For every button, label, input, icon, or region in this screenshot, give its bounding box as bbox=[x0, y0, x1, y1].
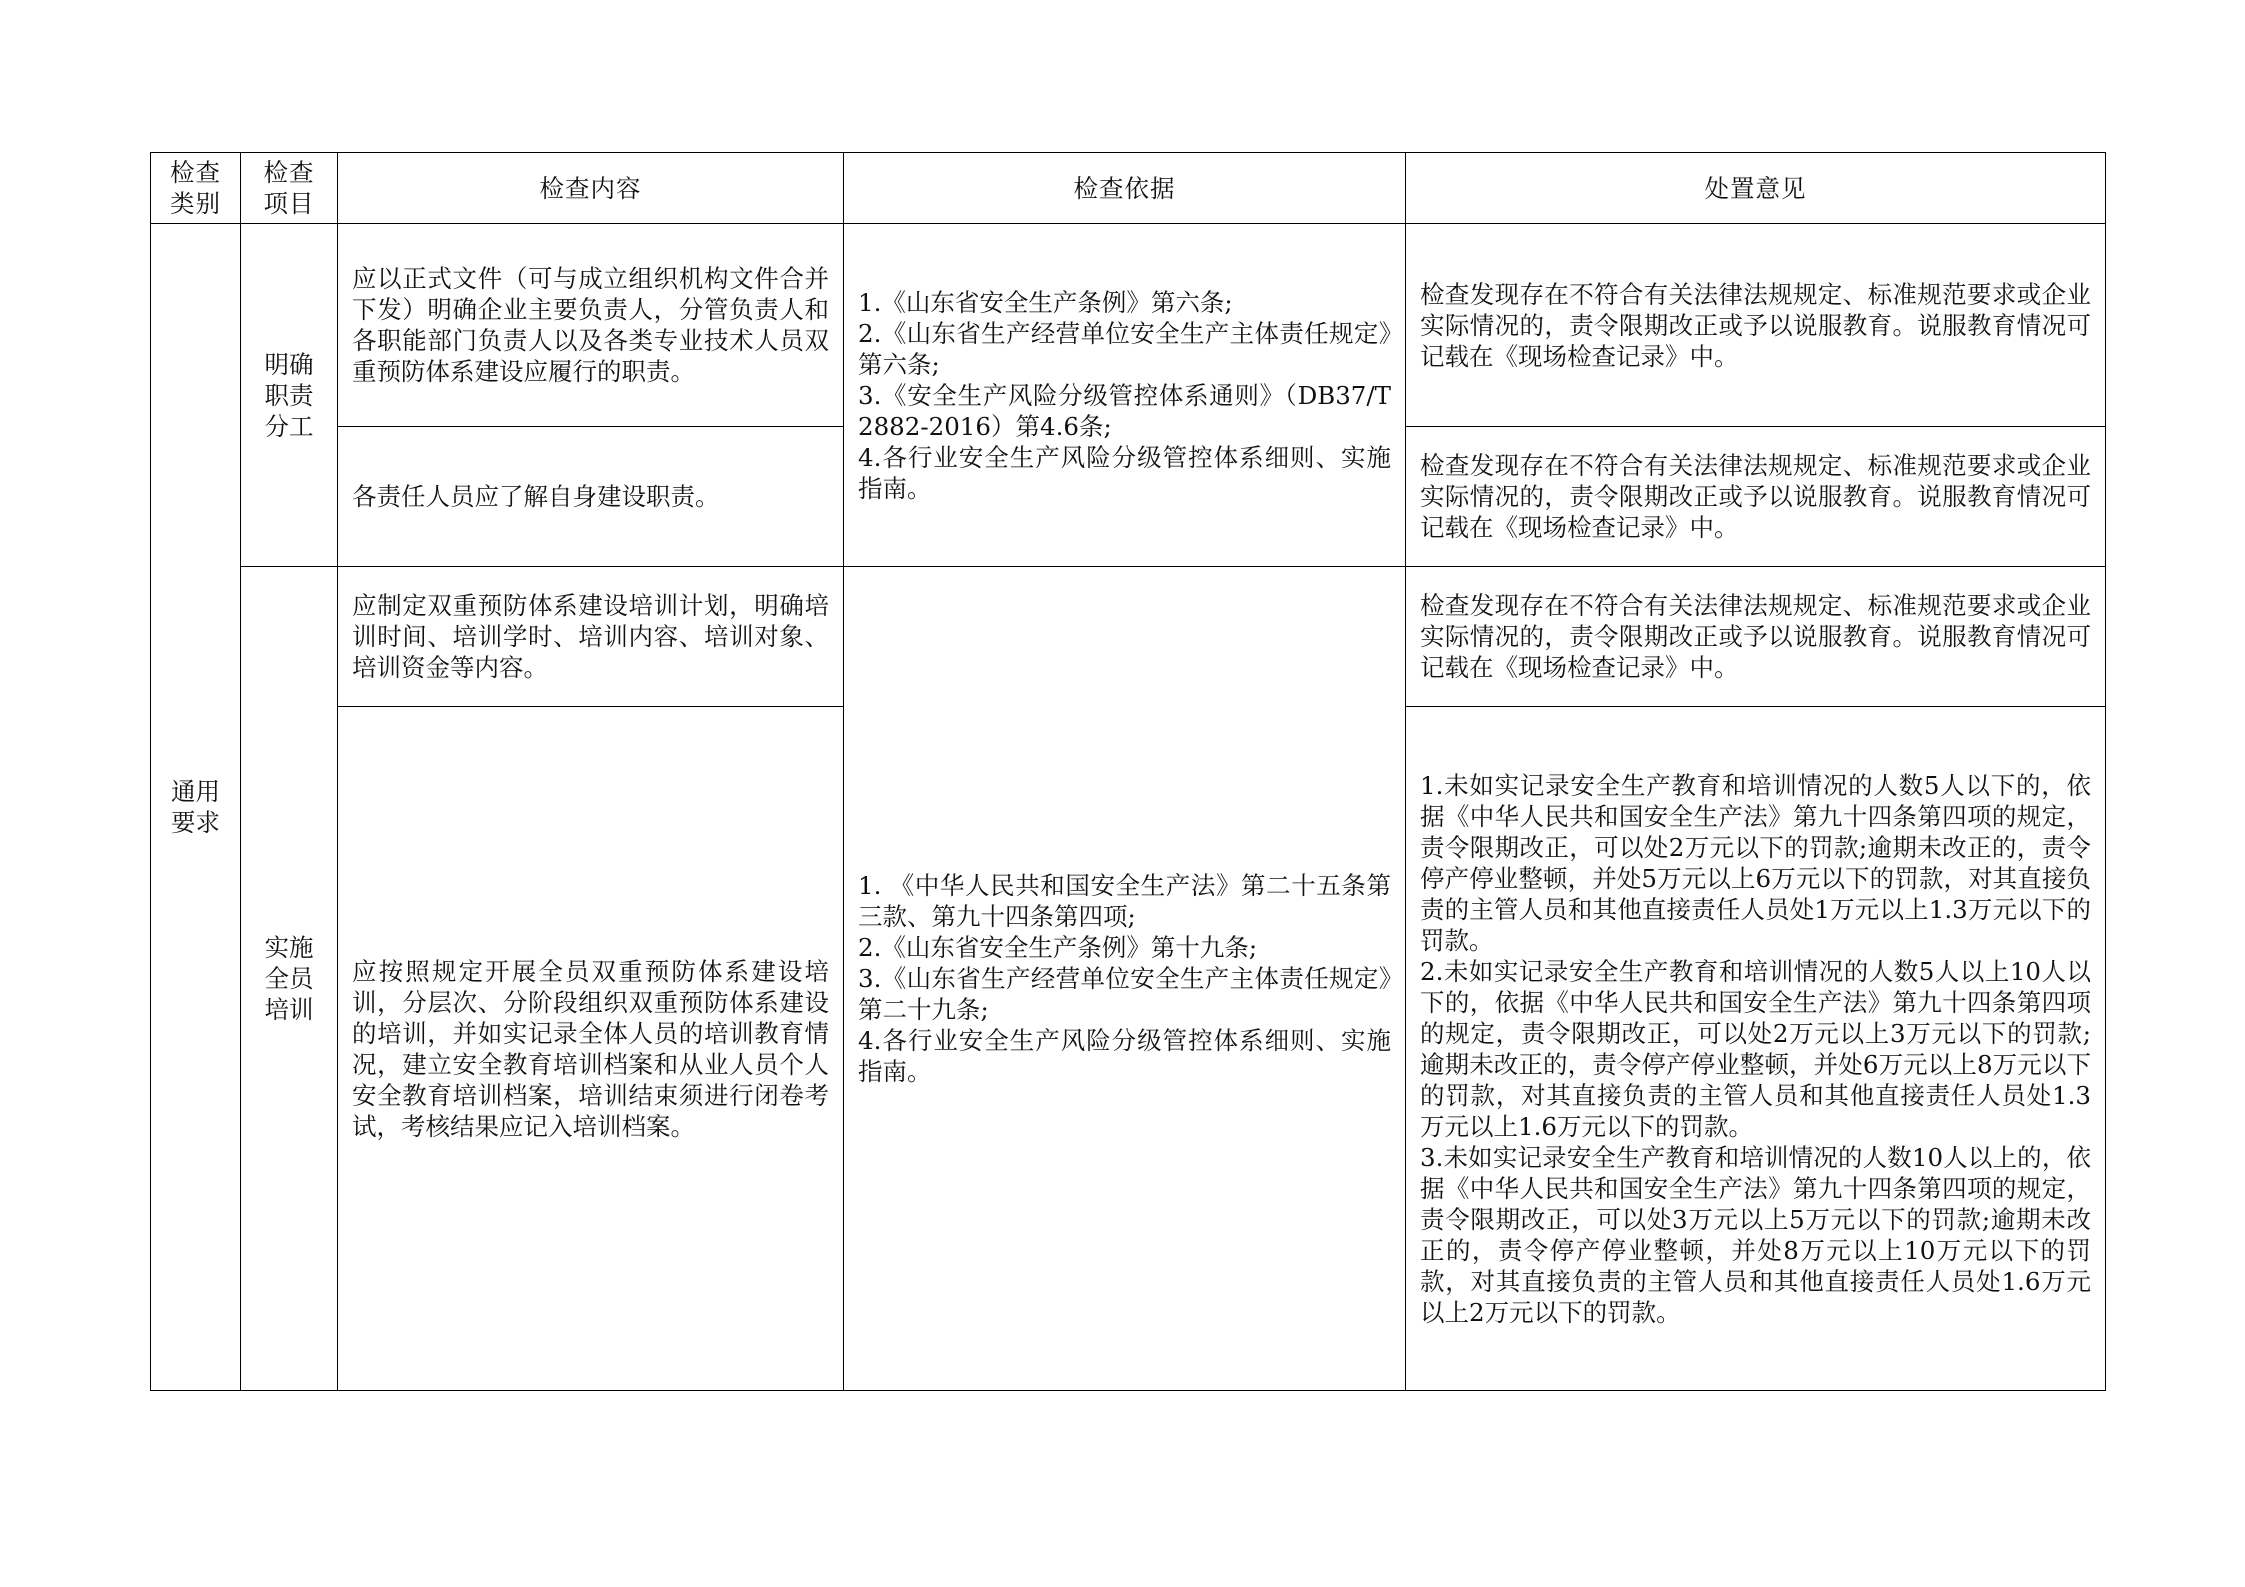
inspection-table bbox=[150, 152, 2106, 1391]
basis-cell-training bbox=[844, 567, 1406, 1391]
disposal-cell: 检查发现存在不符合有关法律法规规定、标准规范要求或企业实际情况的，责令限期改正或予以说服教育。说服教育情况可记载在《现场检查记录》中。 bbox=[1406, 567, 2106, 707]
content-cell: 应按照规定开展全员双重预防体系建设培训，分层次、分阶段组织双重预防体系建设的培训，并如实记录全体人员的培训教育情况，建立安全教育培训档案和从业人员个人安全教育培训档案，培训结束须进行闭卷考试，考核结果应记入培训档案。 bbox=[338, 707, 844, 1391]
header-category bbox=[151, 153, 241, 224]
table-row bbox=[151, 567, 2106, 707]
category-line-2: 要求 bbox=[171, 808, 220, 837]
item-training-line-1: 实施 bbox=[264, 933, 314, 962]
category-line-1: 通用 bbox=[171, 777, 220, 806]
basis-item: 2.《山东省生产经营单位安全生产主体责任规定》第六条; bbox=[858, 318, 1391, 379]
header-item-line-2: 项目 bbox=[263, 189, 315, 218]
basis-item: 4.各行业安全生产风险分级管控体系细则、实施指南。 bbox=[858, 1026, 1391, 1086]
basis-item: 2.《山东省安全生产条例》第十九条; bbox=[858, 933, 1258, 962]
disposal-cell: 检查发现存在不符合有关法律法规规定、标准规范要求或企业实际情况的，责令限期改正或予以说服教育。说服教育情况可记载在《现场检查记录》中。 bbox=[1406, 224, 2106, 427]
table-row bbox=[151, 224, 2106, 427]
penalty-item: 2.未如实记录安全生产教育和培训情况的人数5人以上10人以下的，依据《中华人民共和国安全生产法》第九十四条第四项的规定，责令限期改正，可以处2万元以上3万元以下的罚款;逾期未改正的，责令停产停业整顿，并处6万元以上8万元以下的罚款，对其直接负责的主管人员和其他直接责任人员处1.3万元以上1.6万元以下的罚款。 bbox=[1420, 956, 2091, 1141]
basis-item: 3.《安全生产风险分级管控体系通则》（DB37/T 2882-2016）第4.6条; bbox=[858, 380, 1391, 441]
penalty-item: 3.未如实记录安全生产教育和培训情况的人数10人以上的，依据《中华人民共和国安全生产法》第九十四条第四项的规定，责令限期改正，可以处3万元以上5万元以下的罚款;逾期未改正的，责令停产停业整顿，并处8万元以上10万元以下的罚款，对其直接负责的主管人员和其他直接责任人员处1.6万元以上2万元以下的罚款。 bbox=[1420, 1142, 2091, 1327]
header-disposal: 处置意见 bbox=[1406, 153, 2106, 224]
category-cell bbox=[151, 224, 241, 1391]
item-training-line-3: 培训 bbox=[264, 995, 314, 1024]
basis-cell-duty bbox=[844, 224, 1406, 567]
header-category-line-1: 检查 bbox=[170, 158, 221, 187]
content-cell: 应以正式文件（可与成立组织机构文件合并下发）明确企业主要负责人，分管负责人和各职能部门负责人以及各类专业技术人员双重预防体系建设应履行的职责。 bbox=[338, 224, 844, 427]
basis-item: 1.《山东省安全生产条例》第六条; bbox=[858, 287, 1233, 317]
header-item-line-1: 检查 bbox=[263, 158, 315, 187]
header-category-line-2: 类别 bbox=[170, 189, 221, 218]
item-duty-line-2: 职责 bbox=[264, 380, 314, 410]
header-basis: 检查依据 bbox=[844, 153, 1406, 224]
disposal-cell: 检查发现存在不符合有关法律法规规定、标准规范要求或企业实际情况的，责令限期改正或予以说服教育。说服教育情况可记载在《现场检查记录》中。 bbox=[1406, 427, 2106, 567]
item-cell-training bbox=[241, 567, 338, 1391]
item-cell-duty bbox=[241, 224, 338, 567]
item-duty-line-3: 分工 bbox=[264, 411, 314, 441]
penalty-item: 1.未如实记录安全生产教育和培训情况的人数5人以下的，依据《中华人民共和国安全生产法》第九十四条第四项的规定，责令限期改正，可以处2万元以下的罚款;逾期未改正的，责令停产停业整顿，并处5万元以上6万元以下的罚款，对其直接负责的主管人员和其他直接责任人员处1万元以上1.3万元以下的罚款。 bbox=[1420, 770, 2091, 955]
content-cell: 应制定双重预防体系建设培训计划，明确培训时间、培训学时、培训内容、培训对象、培训资金等内容。 bbox=[338, 567, 844, 707]
item-training-line-2: 全员 bbox=[264, 964, 314, 993]
header-content: 检查内容 bbox=[338, 153, 844, 224]
basis-item: 4.各行业安全生产风险分级管控体系细则、实施指南。 bbox=[858, 442, 1391, 503]
basis-item: 1. 《中华人民共和国安全生产法》第二十五条第三款、第九十四条第四项; bbox=[858, 871, 1391, 931]
basis-item: 3.《山东省生产经营单位安全生产主体责任规定》第二十九条; bbox=[858, 964, 1391, 1024]
header-row bbox=[151, 153, 2106, 224]
disposal-cell-penalties bbox=[1406, 707, 2106, 1391]
content-cell: 各责任人员应了解自身建设职责。 bbox=[338, 427, 844, 567]
item-duty-line-1: 明确 bbox=[264, 349, 314, 379]
header-item bbox=[241, 153, 338, 224]
